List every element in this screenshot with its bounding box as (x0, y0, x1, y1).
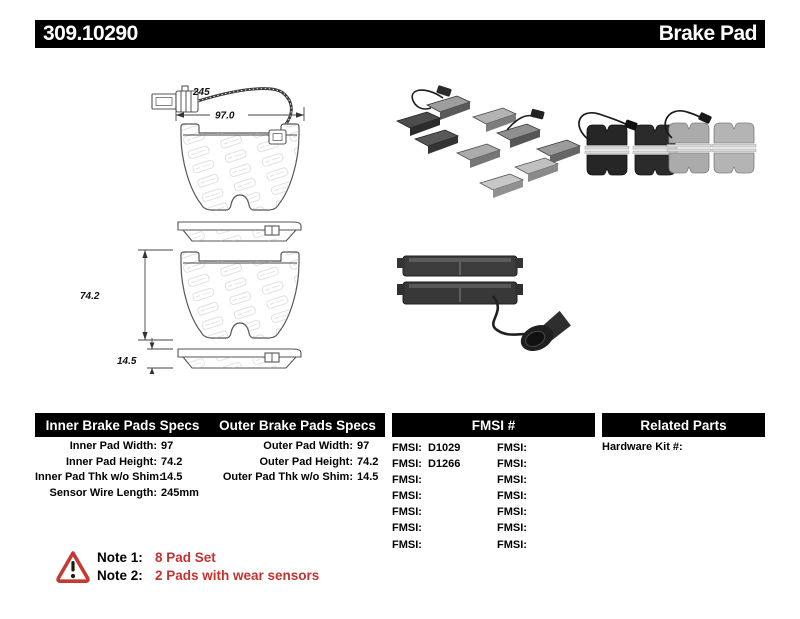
sensor-connector-photo (698, 112, 712, 124)
fmsi-row: FMSI: (497, 458, 527, 471)
sensor-plug-photo (515, 309, 574, 356)
spec-row: Outer Pad Width: 97 (263, 440, 370, 452)
photo-black-pad-pair (579, 113, 677, 175)
dim-pad-thickness (117, 338, 173, 374)
hardware-kit-label: Hardware Kit #: (602, 441, 683, 453)
spec-row: Sensor Wire Length: 245mm (49, 486, 199, 499)
photo-gray-pad-pair (665, 111, 756, 173)
fmsi-row: FMSI: (497, 538, 527, 551)
outer-specs-column (205, 439, 378, 486)
dim-pad-height (80, 250, 173, 340)
fmsi-column-2 (497, 440, 575, 553)
sensor-connector-photo (530, 109, 545, 120)
fmsi-row: FMSI: (497, 490, 527, 503)
spec-row: Inner Pad Width: 97 (69, 440, 174, 452)
warning-triangle-icon (56, 550, 90, 584)
svg-text:14.5: 14.5 (117, 356, 137, 367)
fmsi-row: FMSI: (392, 490, 422, 503)
svg-text:74.2: 74.2 (80, 291, 100, 302)
related-parts-header: Related Parts (602, 413, 765, 437)
pad-front-view-plain (181, 252, 299, 338)
part-number: 309.10290 (43, 22, 138, 45)
svg-text:97.0: 97.0 (215, 110, 235, 122)
photo-edge-view-with-plug (397, 256, 575, 356)
spec-row: Outer Pad Height: 74.2 (259, 455, 379, 468)
spec-row: Outer Pad Thk w/o Shim: 14.5 (222, 471, 379, 483)
fmsi-row: FMSI: (392, 474, 422, 487)
product-name: Brake Pad (658, 22, 757, 45)
fmsi-row: FMSI: (497, 506, 527, 519)
fmsi-table-header: FMSI # (392, 413, 595, 437)
specs-table-header (35, 413, 385, 437)
fmsi-row: FMSI: D1029 (392, 442, 461, 454)
note-row: Note 1: 8 Pad Set (97, 550, 216, 565)
fmsi-row: FMSI: (392, 538, 422, 551)
header-bar (35, 20, 765, 48)
spec-row: Inner Pad Thk w/o Shim: 14.5 (35, 471, 183, 483)
fmsi-row: FMSI: D1266 (392, 458, 461, 471)
pad-side-view-strip-top (178, 222, 301, 241)
pad-side-view-strip-bottom (178, 349, 301, 368)
technical-drawing (55, 80, 395, 375)
photo-8-pad-set (397, 85, 580, 198)
related-parts-column (602, 441, 683, 453)
wear-sensor-connector-drawing (152, 86, 198, 112)
fmsi-row: FMSI: (497, 474, 527, 487)
note-row: Note 2: 2 Pads with wear sensors (97, 568, 320, 583)
wear-sensor-on-pad-drawing (269, 130, 286, 144)
fmsi-row: FMSI: (392, 506, 422, 519)
fmsi-row: FMSI: (392, 522, 422, 535)
inner-specs-column (35, 439, 199, 501)
notes-block (97, 549, 319, 585)
outer-specs-title: Outer Brake Pads Specs (219, 417, 376, 433)
fmsi-column-1 (392, 440, 470, 553)
fmsi-row: FMSI: (497, 442, 527, 454)
spec-row: Inner Pad Height: 74.2 (65, 455, 183, 468)
inner-specs-title: Inner Brake Pads Specs (45, 417, 200, 433)
sensor-wire-drawing (198, 89, 291, 132)
product-photos (385, 82, 795, 372)
fmsi-row: FMSI: (497, 522, 527, 535)
dim-sensor-wire-length: 245 (193, 87, 210, 98)
